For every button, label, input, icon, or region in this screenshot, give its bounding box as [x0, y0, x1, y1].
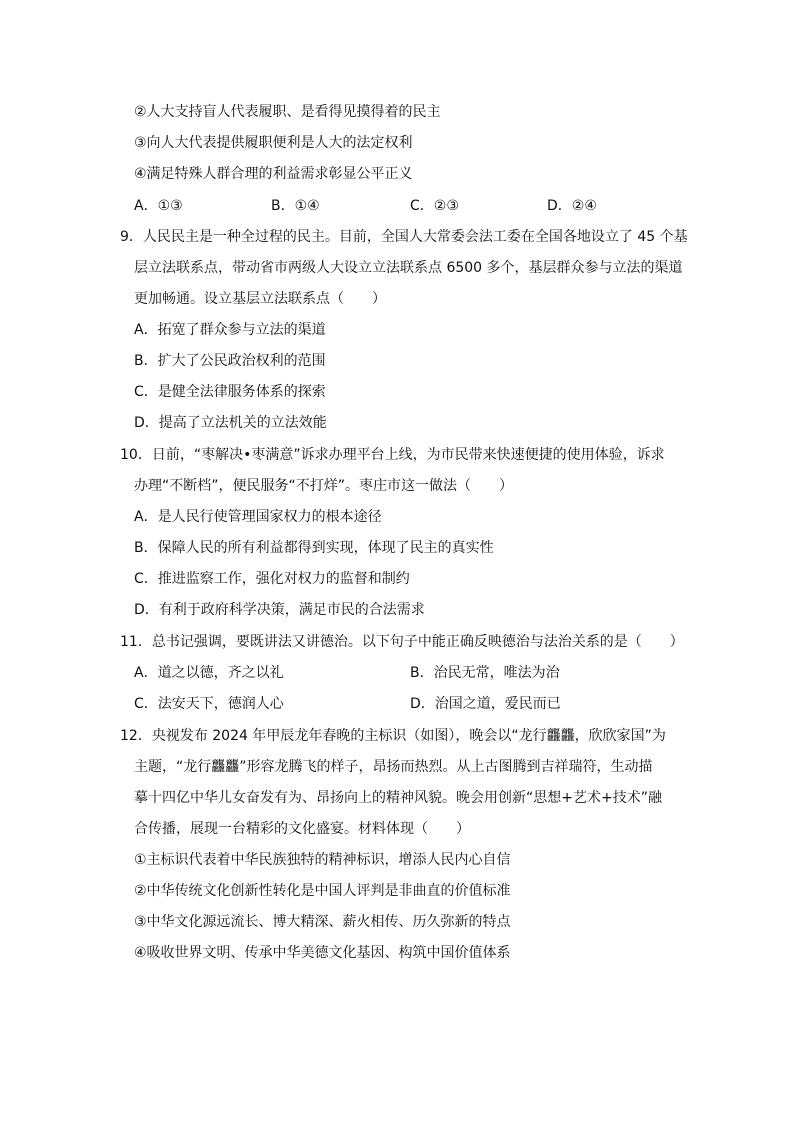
q12-stem-line-3: 摹十四亿中华儿女奋发有为、昂扬向上的精神风貌。晚会用创新“思想+艺术+技术”融 [134, 790, 662, 806]
q8-statement-2: ②人大支持盲人代表履职、是看得见摸得着的民主 [134, 104, 441, 120]
q9-stem-line-1: 9．人民民主是一种全过程的民主。目前，全国人大常委会法工委在全国各地设立了 45 个基 [120, 229, 688, 245]
q11-stem: 11．总书记强调，要既讲法又讲德治。以下句子中能正确反映德治与法治关系的是（ ） [120, 634, 684, 650]
q9-option-c: C．是健全法律服务体系的探索 [134, 384, 326, 400]
q9-stem-line-3: 更加畅通。设立基层立法联系点（ ） [134, 291, 386, 307]
q10-option-a: A．是人民行使管理国家权力的根本途径 [134, 509, 382, 525]
q10-stem-line-2: 办理“不断档”，便民服务“不打烊”。枣庄市这一做法（ ） [134, 478, 514, 494]
q9-option-a: A．拓宽了群众参与立法的渠道 [134, 322, 326, 338]
q8-option-a: A．①③ [134, 198, 183, 214]
q9-option-d: D．提高了立法机关的立法效能 [134, 415, 327, 431]
q11-option-c: C．法安天下，德润人心 [134, 696, 284, 712]
q12-statement-3: ③中华文化源远流长、博大精深、薪火相传、历久弥新的特点 [134, 914, 511, 930]
q12-stem-line-1: 12．央视发布 2024 年甲辰龙年春晚的主标识（如图），晚会以“龙行龘龘，欣欣家国”为 [120, 728, 666, 744]
q12-statement-4: ④吸收世界文明、传承中华美德文化基因、构筑中国价值体系 [134, 945, 511, 961]
q12-statement-2: ②中华传统文化创新性转化是中国人评判是非曲直的价值标准 [134, 883, 511, 899]
q9-stem-line-2: 层立法联系点，带动省市两级人大设立立法联系点 6500 多个，基层群众参与立法的渠道 [134, 260, 683, 276]
q10-stem-line-1: 10．日前，“枣解决•枣满意”诉求办理平台上线，为市民带来快速便捷的使用体验，诉求 [120, 447, 665, 463]
q12-statement-1: ①主标识代表着中华民族独特的精神标识，增添人民内心自信 [134, 852, 511, 868]
q11-option-a: A．道之以德，齐之以礼 [134, 665, 284, 681]
q11-options-row-1 [0, 663, 794, 683]
q11-option-d: D．治国之道，爱民而已 [410, 696, 561, 712]
q12-stem-line-2: 主题，“龙行龘龘”形容龙腾飞的样子，昂扬而热烈。从上古图腾到吉祥瑞符，生动描 [134, 759, 653, 775]
q8-statement-3: ③向人大代表提供履职便利是人大的法定权利 [134, 135, 413, 151]
q10-option-d: D．有利于政府科学决策，满足市民的合法需求 [134, 602, 425, 618]
q8-option-d: D．②④ [547, 198, 597, 214]
q11-options-row-2 [0, 694, 794, 714]
q8-statement-4: ④满足特殊人群合理的利益需求彰显公平正义 [134, 166, 413, 182]
q12-stem-line-4: 合传播，展现一台精彩的文化盛宴。材料体现（ ） [134, 821, 470, 837]
q8-options-row [0, 196, 794, 216]
q8-option-c: C．②③ [410, 198, 459, 214]
q10-option-c: C．推进监察工作，强化对权力的监督和制约 [134, 571, 410, 587]
q8-option-b: B．①④ [271, 198, 320, 214]
q9-option-b: B．扩大了公民政治权利的范围 [134, 353, 326, 369]
q10-option-b: B．保障人民的所有利益都得到实现，体现了民主的真实性 [134, 540, 494, 556]
q11-option-b: B．治民无常，唯法为治 [410, 665, 560, 681]
